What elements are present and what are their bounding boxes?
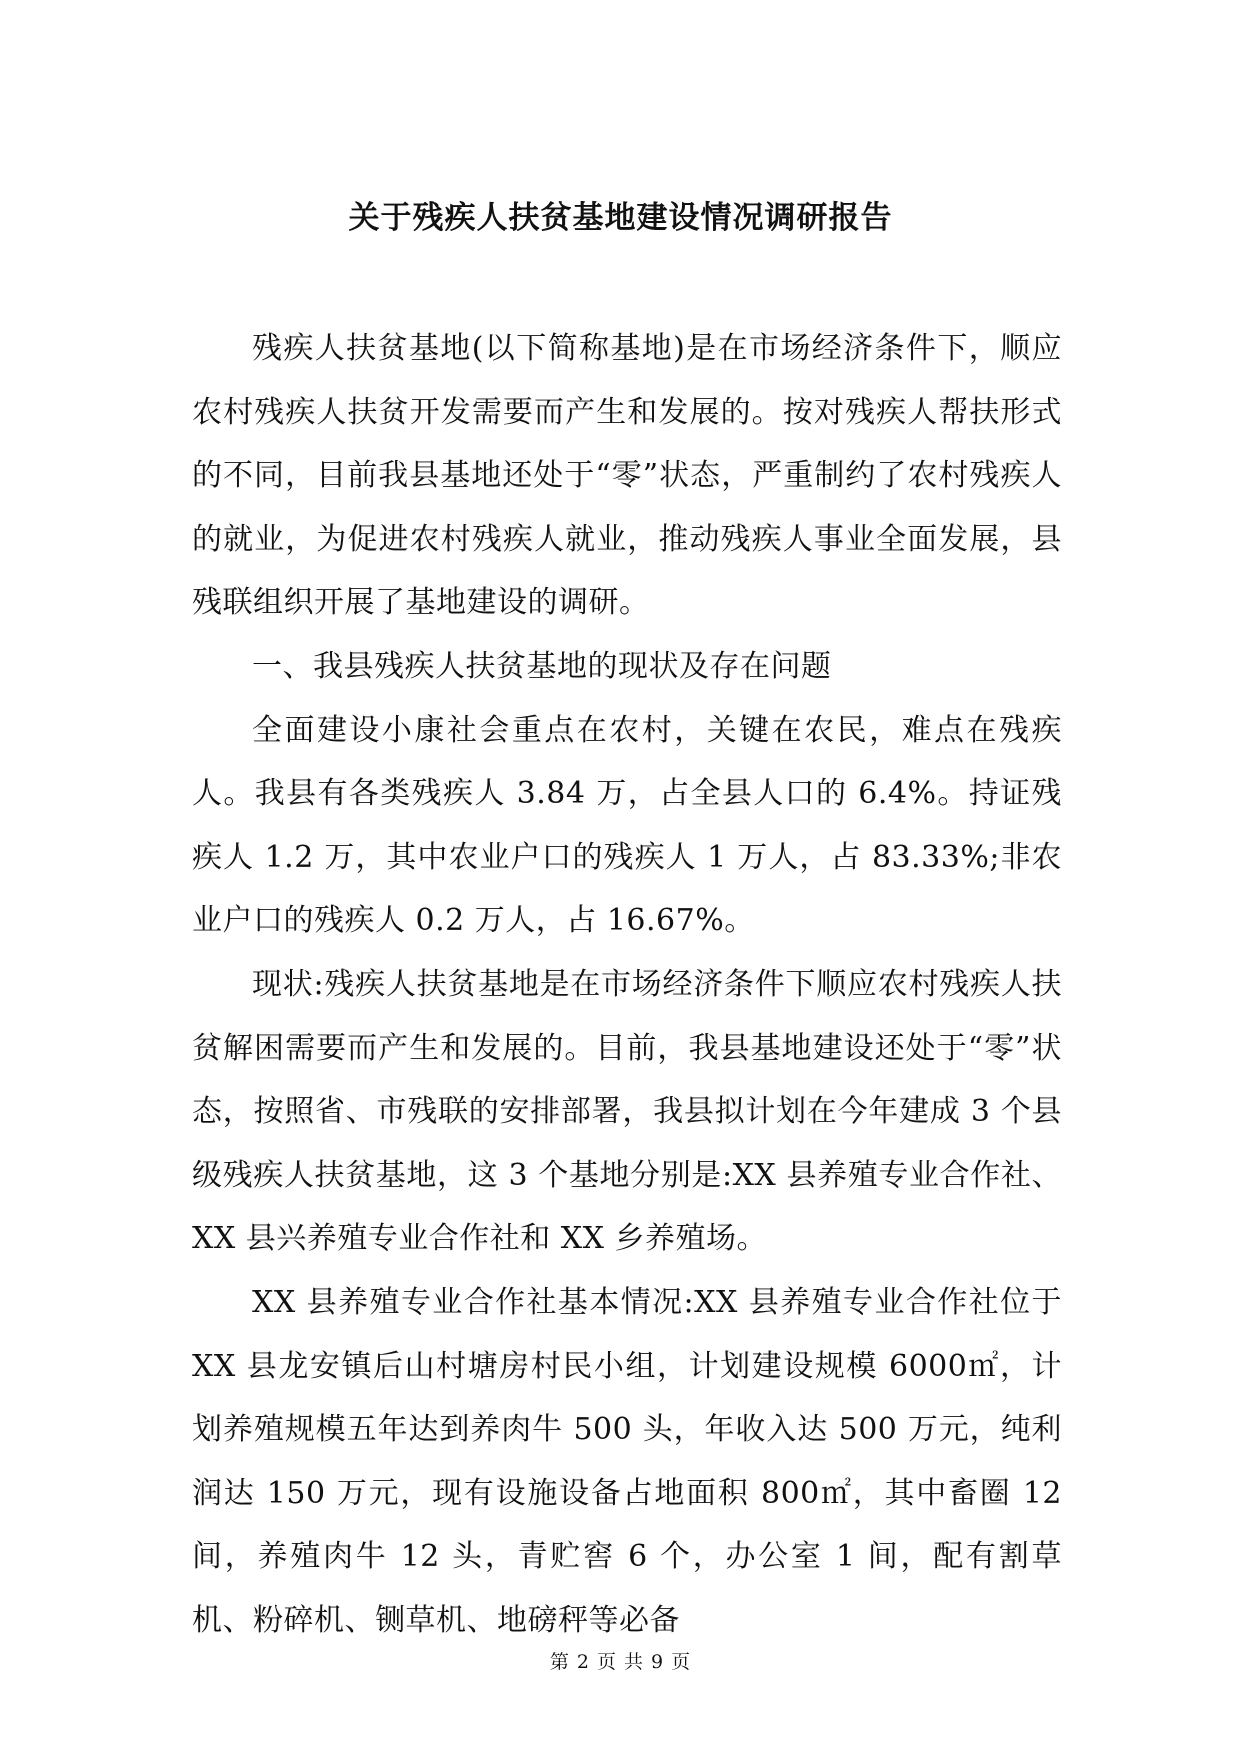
paragraph-intro: 残疾人扶贫基地(以下简称基地)是在市场经济条件下，顺应农村残疾人扶贫开发需要而产生和发展的。按对残疾人帮扶形式的不同，目前我县基地还处于“零”状态，严重制约了农村残疾人的就业，为促进农村残疾人就业，推动残疾人事业全面发展，县残联组织开展了基地建设的调研。 xyxy=(192,331,1062,621)
page-number-footer: 第 2 页 共 9 页 xyxy=(549,1651,692,1673)
paragraph-statistics: 全面建设小康社会重点在农村，关键在农民，难点在残疾人。我县有各类残疾人 3.84 万，占全县人口的 6.4%。持证残疾人 1.2 万，其中农业户口的残疾人 1 万人，占 83.33%;非农业户口的残疾人 0.2 万人，占 16.67%。 xyxy=(192,712,1062,939)
document-body xyxy=(192,317,1062,1652)
document-title: 关于残疾人扶贫基地建设情况调研报告 xyxy=(348,200,893,236)
paragraph-status: 现状:残疾人扶贫基地是在市场经济条件下顺应农村残疾人扶贫解困需要而产生和发展的。目前，我县基地建设还处于“零”状态，按照省、市残联的安排部署，我县拟计划在今年建成 3 个县级残疾人扶贫基地，这 3 个基地分别是:XX 县养殖专业合作社、XX 县兴养殖专业合作社和 XX 乡养殖场。 xyxy=(192,966,1062,1257)
paragraph-cooperative: XX 县养殖专业合作社基本情况:XX 县养殖专业合作社位于 XX 县龙安镇后山村塘房村民小组，计划建设规模 6000㎡，计划养殖规模五年达到养肉牛 500 头，年收入达 500 万元，纯利润达 150 万元，现有设施设备占地面积 800㎡，其中畜圈 12 间，养殖肉牛 12 头，青贮窖 6 个，办公室 1 间，配有割草机、粉碎机、铡草机、地磅秤等必备 xyxy=(192,1284,1062,1638)
section-heading-1: 一、我县残疾人扶贫基地的现状及存在问题 xyxy=(252,648,832,684)
